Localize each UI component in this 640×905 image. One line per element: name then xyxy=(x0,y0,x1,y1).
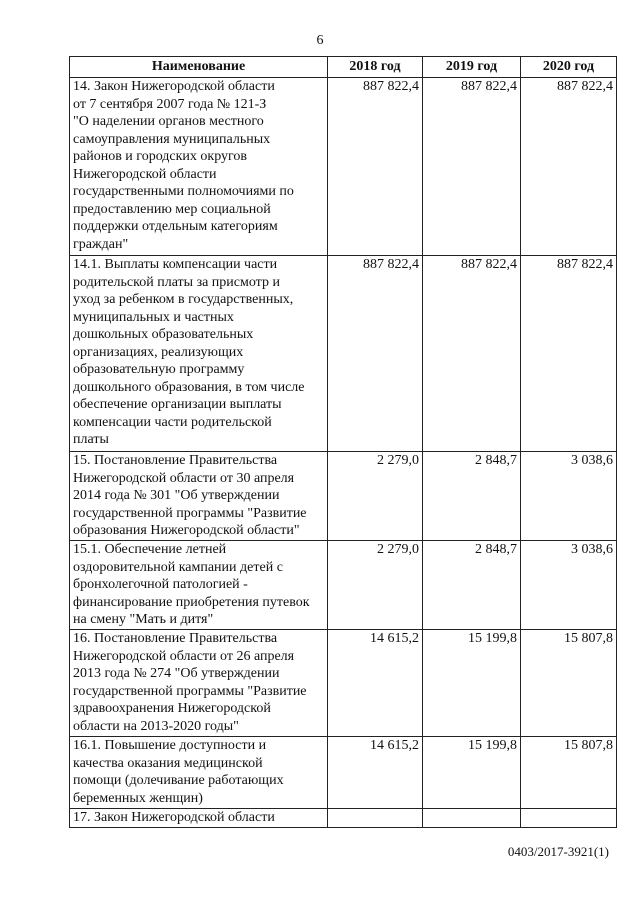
row-name-line: самоуправления муниципальных xyxy=(73,131,271,147)
row-name-line: 16.1. Повышение доступности и xyxy=(73,738,267,753)
row-name-line: на смену "Мать и дитя" xyxy=(73,612,214,627)
row-name-line: помощи (долечивание работающих xyxy=(73,773,284,788)
row-name-line: оздоровительной кампании детей с xyxy=(73,559,283,575)
row-name-line: районов и городских округов xyxy=(73,149,248,164)
row-name-line: финансирование приобретения путевок xyxy=(73,594,310,610)
row-name-line: беременных женщин) xyxy=(73,790,203,806)
value-2018: 887 822,4 xyxy=(328,78,423,256)
table-row xyxy=(70,452,617,541)
row-name-cell xyxy=(70,78,328,256)
row-name-line: "О наделении органов местного xyxy=(73,114,264,129)
value-2020: 15 807,8 xyxy=(521,630,617,737)
header-name: Наименование xyxy=(70,57,328,78)
row-name-line: родительской платы за присмотр и xyxy=(73,274,280,290)
row-name-line: 14. Закон Нижегородской области xyxy=(73,79,275,94)
row-name-line: Нижегородской области от 26 апреля xyxy=(73,648,295,664)
table-row xyxy=(70,256,617,452)
value-2018: 887 822,4 xyxy=(328,256,423,452)
value-2018: 2 279,0 xyxy=(328,452,423,541)
value-2018: 14 615,2 xyxy=(328,630,423,737)
row-name-cell xyxy=(70,737,328,809)
row-name-line: государственной программы "Развитие xyxy=(73,505,307,521)
row-name-line: Нижегородской области xyxy=(73,166,217,182)
row-name-line: от 7 сентября 2007 года № 121-З xyxy=(73,96,267,112)
row-name-cell xyxy=(70,809,328,828)
row-name-line: компенсации части родительской xyxy=(73,414,272,430)
value-2020: 15 807,8 xyxy=(521,737,617,809)
page-number: 6 xyxy=(316,33,324,48)
table-row xyxy=(70,78,617,256)
row-name-line: 2013 года № 274 "Об утверждении xyxy=(73,666,280,681)
value-2020 xyxy=(521,809,617,828)
row-name-cell xyxy=(70,541,328,630)
row-name-line: бронхолегочной патологией - xyxy=(73,577,248,592)
value-2018: 2 279,0 xyxy=(328,541,423,630)
row-name-line: организациях, реализующих xyxy=(73,344,244,360)
row-name-line: образования Нижегородской области" xyxy=(73,523,300,538)
row-name-line: Нижегородской области от 30 апреля xyxy=(73,470,295,486)
value-2018: 14 615,2 xyxy=(328,737,423,809)
value-2020: 3 038,6 xyxy=(521,452,617,541)
row-name-line: муниципальных и частных xyxy=(73,309,234,325)
table-row xyxy=(70,541,617,630)
row-name-line: образовательную программу xyxy=(73,362,245,377)
row-name-cell xyxy=(70,256,328,452)
value-2018 xyxy=(328,809,423,828)
row-name-line: здравоохранения Нижегородской xyxy=(73,701,271,716)
row-name-line: уход за ребенком в государственных, xyxy=(73,292,294,307)
document-code: 0403/2017-3921(1) xyxy=(507,844,609,859)
table-row xyxy=(70,809,617,828)
value-2020: 887 822,4 xyxy=(521,256,617,452)
row-name-line: поддержки отдельным категориям xyxy=(73,219,278,234)
value-2020: 887 822,4 xyxy=(521,78,617,256)
value-2019: 2 848,7 xyxy=(423,452,521,541)
row-name-line: платы xyxy=(73,432,109,447)
row-name-line: дошкольного образования, в том числе xyxy=(73,379,305,395)
value-2020: 3 038,6 xyxy=(521,541,617,630)
row-name-line: обеспечение организации выплаты xyxy=(73,397,282,412)
row-name-cell xyxy=(70,452,328,541)
row-name-line: дошкольных образовательных xyxy=(73,327,254,342)
row-name-line: 2014 года № 301 "Об утверждении xyxy=(73,488,280,503)
row-name-line: области на 2013-2020 годы" xyxy=(73,718,239,734)
row-name-line: 15. Постановление Правительства xyxy=(73,453,278,468)
value-2019: 887 822,4 xyxy=(423,78,521,256)
row-name-line: 17. Закон Нижегородской области xyxy=(73,810,275,825)
table-row xyxy=(70,630,617,737)
row-name-cell xyxy=(70,630,328,737)
value-2019: 15 199,8 xyxy=(423,737,521,809)
row-name-line: государственной программы "Развитие xyxy=(73,683,307,699)
value-2019 xyxy=(423,809,521,828)
table-header-row xyxy=(70,57,617,78)
header-2018: 2018 год xyxy=(328,57,423,78)
row-name-line: качества оказания медицинской xyxy=(73,755,263,771)
header-2019: 2019 год xyxy=(423,57,521,78)
value-2019: 887 822,4 xyxy=(423,256,521,452)
row-name-line: государственными полномочиями по xyxy=(73,184,294,199)
row-name-line: предоставлению мер социальной xyxy=(73,201,271,217)
value-2019: 2 848,7 xyxy=(423,541,521,630)
row-name-line: 14.1. Выплаты компенсации части xyxy=(73,257,278,272)
header-2020: 2020 год xyxy=(521,57,617,78)
row-name-line: граждан" xyxy=(73,236,129,252)
value-2019: 15 199,8 xyxy=(423,630,521,737)
row-name-line: 16. Постановление Правительства xyxy=(73,631,278,646)
budget-table xyxy=(69,56,617,828)
row-name-line: 15.1. Обеспечение летней xyxy=(73,542,227,557)
table-row xyxy=(70,737,617,809)
